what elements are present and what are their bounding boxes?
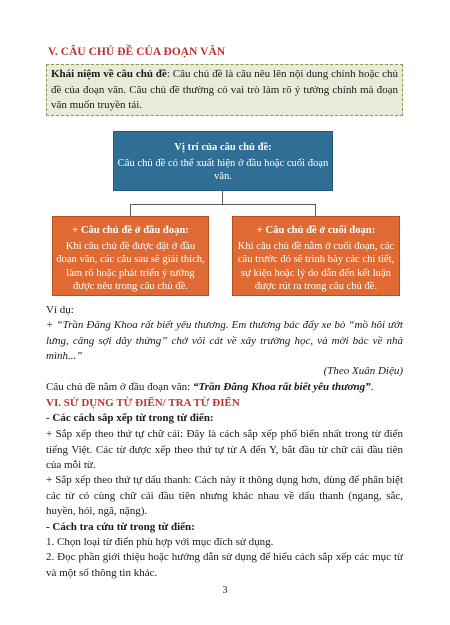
example-source: (Theo Xuân Diệu)	[323, 365, 403, 377]
connector-vertical	[222, 191, 223, 204]
connector-right-drop	[315, 204, 316, 216]
diagram-start-title: + Câu chủ đề ở đầu đoạn:	[72, 225, 189, 236]
section-vi-title: VI. SỬ DỤNG TỪ ĐIỂN/ TRA TỪ ĐIỂN	[46, 397, 240, 409]
lookup-heading: - Cách tra cứu từ trong từ điển:	[46, 521, 195, 533]
example-label: Ví dụ:	[46, 304, 74, 316]
connector-horizontal	[130, 204, 316, 205]
arrange-alpha: + Sắp xếp theo thứ tự chữ cái: Đây là cách sắp xếp phổ biến nhất trong từ điển tiếng Việt. Các từ được xếp theo thứ tự từ A đến Y, bắt đầu từ chữ cái đầu tiên của mỗi từ.	[46, 428, 403, 471]
conclusion-suffix: .	[370, 381, 374, 393]
diagram-start-text: Khi câu chủ đề được đặt ở đầu đoạn văn, các câu sau sẽ giải thích, làm rõ hoặc phát triển ý tưởng được nêu trong câu chủ đề.	[56, 240, 205, 292]
diagram-end-text: Khi câu chủ đề nằm ở cuối đoạn, các câu trước đó sẽ trình bày các chi tiết, sự kiện hoặc lý do dẫn đến kết luận được rút ra trong câu chủ đề.	[237, 240, 395, 292]
diagram-position-box	[113, 131, 333, 191]
diagram-end-title: + Câu chủ đề ở cuối đoạn:	[256, 225, 376, 236]
example-conclusion	[46, 380, 403, 396]
conclusion-prefix: Câu chủ đề nằm ở đầu đoạn văn:	[46, 381, 193, 393]
concept-text: : Câu chủ đề là câu nêu lên nội dung chính hoặc chủ đề của đoạn văn. Câu chủ đề thường có vai trò làm rõ ý tưởng chính mà đoạn văn muốn truyền tải.	[51, 68, 398, 111]
diagram-end-box	[232, 216, 400, 296]
lookup-step-1: 1. Chọn loại từ điển phù hợp với mục đích sử dụng.	[46, 536, 274, 548]
arrange-heading: - Các cách sắp xếp từ trong từ điển:	[46, 412, 214, 424]
diagram-position-title: Vị trí của câu chủ đề:	[174, 142, 272, 153]
section-v-title: V. CÂU CHỦ ĐỀ CỦA ĐOẠN VĂN	[48, 46, 226, 58]
page-number: 3	[222, 585, 228, 596]
connector-left-drop	[130, 204, 131, 216]
arrange-tone: + Sắp xếp theo thứ tự dấu thanh: Cách này ít thông dụng hơn, dùng để phân biệt các từ có cùng chữ cái đầu tiên nhưng khác nhau về dấu thanh (ngang, sắc, huyền, hỏi, ngã, nặng).	[46, 474, 403, 517]
conclusion-quote: “Trần Đăng Khoa rất biết yêu thương”	[192, 381, 371, 393]
lookup-step-2: 2. Đọc phần giới thiệu hoặc hướng dẫn sử dụng để hiểu cách sắp xếp các mục từ và một số thông tin khác.	[46, 551, 403, 579]
concept-label: Khái niệm về câu chủ đề	[51, 68, 167, 80]
concept-definition-box	[46, 64, 403, 116]
diagram-position-text: Câu chủ đề có thể xuất hiện ở đầu hoặc cuối đoạn văn.	[117, 157, 329, 182]
diagram-start-box	[52, 216, 209, 296]
example-quote: + “Trần Đăng Khoa rất biết yêu thương. Em thương bác đẩy xe bò “mồ hôi ướt lưng, căng sợi dây thừng” chở vôi cát về xây trường học, và mời bác về nhà mình...”	[46, 319, 403, 362]
